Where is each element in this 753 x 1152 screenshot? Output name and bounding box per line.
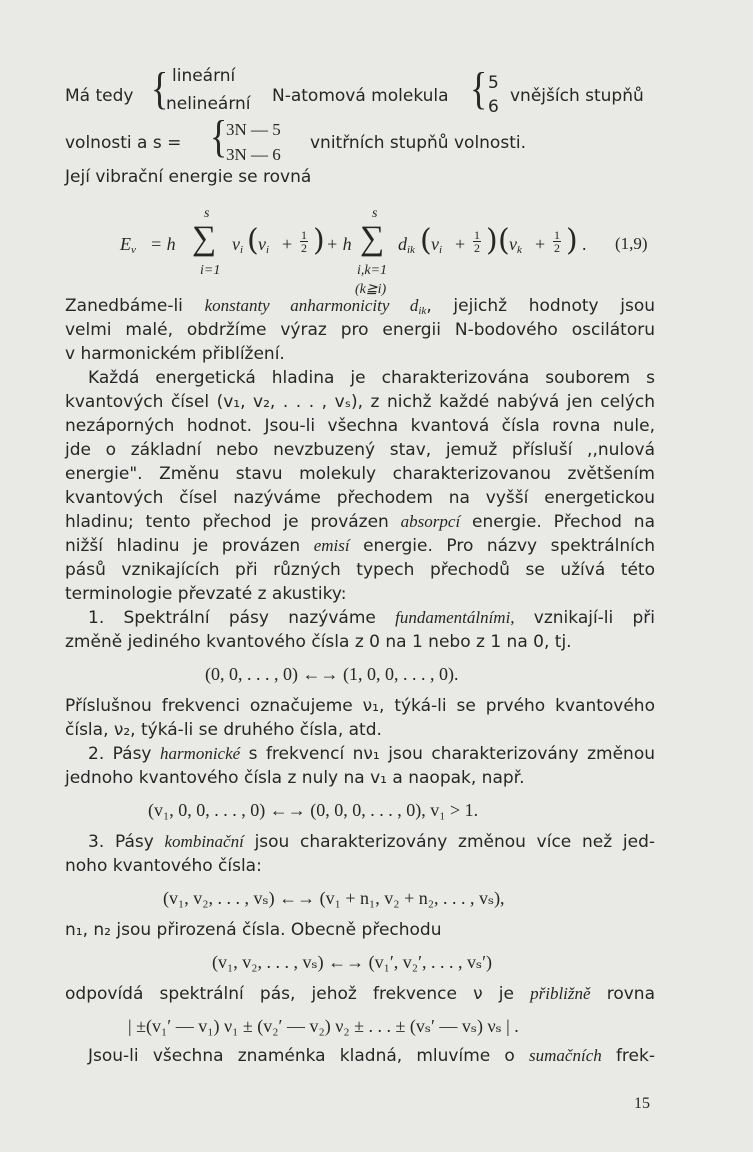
expr-3n6: 3N — 6 [226,145,281,164]
sum2-sigma: ∑ [360,220,385,257]
text-line-20: 3. Pásy kombinační jsou charakterizovány změnou více než jed- [88,832,655,852]
equation-number: (1,9) [615,234,648,253]
sum1-top: s [204,206,210,221]
option-nonlinear: nelineární [166,94,251,114]
text-line-4: Každá energetická hladina je charakterizována souborem s [88,368,655,388]
intro-vib-energy: Její vibrační energie se rovná [65,167,312,187]
eq-nu: $\nu_i$ [232,234,244,256]
text-line-7: jde o základní nebo nevzbuzený stav, jemuž přísluší ,,nulová [65,440,655,460]
text-line-12: pásů vznikajících při různých typech přechodů se užívá této [65,560,655,580]
sum2-bottom: i,k=1 [357,263,388,278]
text-line-1: Zanedbáme-li konstanty anharmonicity $d_{ik}$, jejichž hodnoty jsou [65,296,655,317]
text-line-3: v harmonickém přiblížení. [65,344,285,364]
text-line-16: Příslušnou frekvenci označujeme ν₁, týká-li se prvého kvantového [65,696,655,716]
eq-E: $E_v$ [120,234,136,256]
paren-open-3: ( [498,223,510,258]
equation-frequency: | ±(v₁′ — v₁) ν₁ ± (v₂′ — v₂) ν₂ ± . . . ± (vₛ′ — vₛ) νₛ | . [128,1016,519,1036]
text-line-13: terminologie převzaté z akustiky: [65,584,347,604]
eq-plus-1: + [282,234,293,254]
text-line-17: čísla, ν₂, týká-li se druhého čísla, atd. [65,720,382,740]
eq-v-2: $v_i$ [431,234,443,256]
text-line-14: 1. Spektrální pásy nazýváme fundamentálními, vznikají-li při [88,608,655,628]
frac-half-2: $\frac{1}{2}$ [474,228,480,255]
eq-vk: $v_k$ [509,234,522,256]
eq-plus-h: + h [326,234,352,254]
paren-close-2: ) [486,223,498,258]
equation-combination: (v₁, v₂, . . . , vₛ) ←→ (v₁ + n₁, v₂ + n₂, . . . , vₛ), [163,888,505,908]
eq-dot: . [582,234,587,254]
paren-close-1: ) [313,223,325,258]
page-number: 15 [634,1095,650,1112]
text-line-18: 2. Pásy harmonické s frekvencí nν₁ jsou charakterizovány změnou [88,744,655,764]
eq-d: $d_{ik}$ [398,234,415,256]
intro-internal: vnitřních stupňů volnosti. [310,133,526,153]
intro-word: Má tedy [65,86,134,106]
brace-left-1: { [151,63,169,114]
text-line-22: n₁, n₂ jsou přirozená čísla. Obecně přechodu [65,920,442,940]
frac-half-1: $\frac{1}{2}$ [301,228,307,255]
num-six: 6 [488,97,499,117]
intro-external: vnějších stupňů [510,86,644,106]
text-line-11: nižší hladinu je provázen emisí energie. Pro názvy spektrálních [65,536,655,556]
sum1-sigma: ∑ [192,220,217,257]
text-line-24: Jsou-li všechna znaménka kladná, mluvíme o sumačních frek- [88,1046,655,1066]
num-five: 5 [488,73,499,93]
intro-volnosti: volnosti a s = [65,133,182,153]
brace-left-3: { [210,111,228,162]
text-line-5: kvantových čísel (v₁, v₂, . . . , vₛ), z nichž každé nabývá jen celých [65,392,655,412]
frac-half-3: $\frac{1}{2}$ [554,228,560,255]
paren-open-2: ( [420,223,432,258]
text-line-15: změně jediného kvantového čísla z 0 na 1 nebo z 1 na 0, tj. [65,632,572,652]
paren-close-3: ) [566,223,578,258]
paren-open-1: ( [247,223,259,258]
equation-fundamental: (0, 0, . . . , 0) ←→ (1, 0, 0, . . . , 0). [205,664,459,684]
text-line-9: kvantových čísel nazýváme přechodem na vyšší energetickou [65,488,655,508]
text-line-2: velmi malé, obdržíme výraz pro energii N-bodového oscilátoru [65,320,655,340]
option-linear: lineární [172,66,236,86]
sum1-bottom: i=1 [200,263,221,278]
brace-left-2: { [470,63,488,114]
sum2-top: s [372,206,378,221]
eq-plus-2: + [455,234,466,254]
equation-harmonic: (v₁, 0, 0, . . . , 0) ←→ (0, 0, 0, . . . , 0), v₁ > 1. [148,800,479,820]
text-line-6: nezáporných hodnot. Jsou-li všechna kvantová čísla rovna nule, [65,416,655,436]
text-line-10: hladinu; tento přechod je provázen absorpcí energie. Přechod na [65,512,655,532]
text-line-21: noho kvantového čísla: [65,856,262,876]
expr-3n5: 3N — 5 [226,120,281,139]
text-line-19: jednoho kvantového čísla z nuly na v₁ a naopak, např. [65,768,525,788]
text-line-8: energie". Změnu stavu molekuly charakterizovanou zvětšením [65,464,655,484]
eq-plus-3: + [535,234,546,254]
equation-general: (v₁, v₂, . . . , vₛ) ←→ (v₁′, v₂′, . . . , vₛ′) [212,952,493,972]
eq-v: $v_i$ [258,234,270,256]
sum2-condition: (k≧i) [355,282,387,297]
eq-eq-h: = h [150,234,176,254]
intro-molecule: N-atomová molekula [272,86,449,106]
text-line-23: odpovídá spektrální pás, jehož frekvence ν je přibližně rovna [65,984,655,1004]
